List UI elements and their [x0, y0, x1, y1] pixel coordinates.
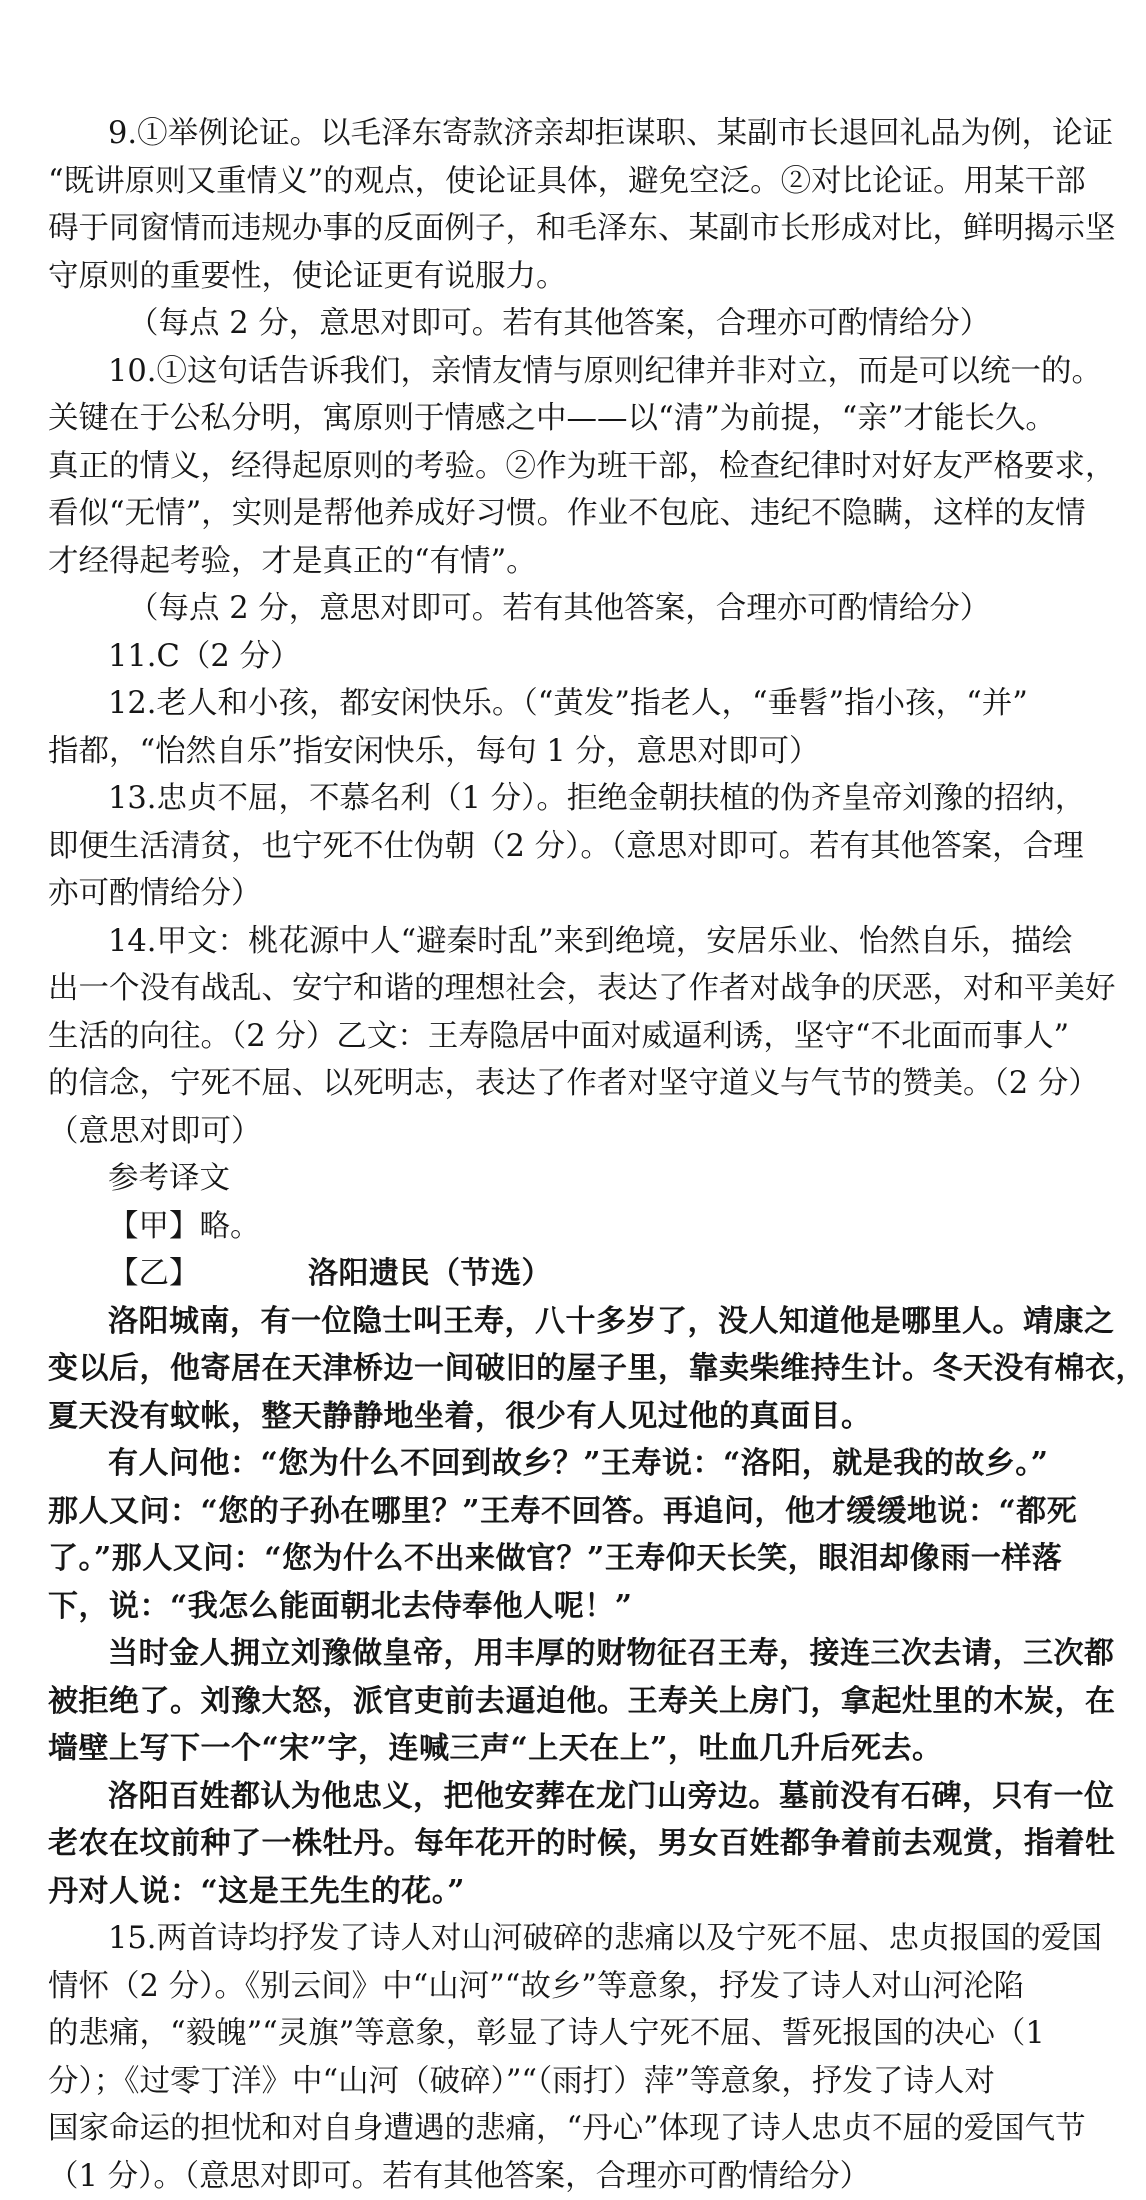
answer-13-line-1: 13.忠贞不屈，不慕名利（1 分）。拒绝金朝扶植的伪齐皇帝刘豫的招纳， — [48, 775, 1032, 823]
translation-para-2-line-4: 下，说：“我怎么能面朝北去侍奉他人呢！” — [48, 1583, 1032, 1631]
translation-para-3-line-1: 当时金人拥立刘豫做皇帝，用丰厚的财物征召王寿，接连三次去请，三次都 — [48, 1630, 1032, 1678]
answer-14-line-1: 14.甲文：桃花源中人“避秦时乱”来到绝境，安居乐业、怡然自乐，描绘 — [48, 918, 1032, 966]
translation-para-4-line-1: 洛阳百姓都认为他忠义，把他安葬在龙门山旁边。墓前没有石碑，只有一位 — [48, 1773, 1032, 1821]
answer-14-line-2: 出一个没有战乱、安宁和谐的理想社会，表达了作者对战争的厌恶，对和平美好 — [48, 965, 1032, 1013]
answer-15-line-2: 情怀（2 分）。《别云间》中“山河”“故乡”等意象，抒发了诗人对山河沦陷 — [48, 1963, 1032, 2011]
translation-para-2-line-3: 了。”那人又问：“您为什么不出来做官？”王寿仰天长笑，眼泪却像雨一样落 — [48, 1535, 1032, 1583]
answer-10-line-4: 看似“无情”，实则是帮他养成好习惯。作业不包庇、违纪不隐瞒，这样的友情 — [48, 490, 1032, 538]
answer-11: 11.C（2 分） — [48, 633, 1032, 681]
answer-9-line-1: 9.①举例论证。以毛泽东寄款济亲却拒谋职、某副市长退回礼品为例，论证 — [48, 110, 1032, 158]
translation-para-2-line-2: 那人又问：“您的子孙在哪里？”王寿不回答。再追问，他才缓缓地说：“都死 — [48, 1488, 1032, 1536]
answer-15-line-6: （1 分）。（意思对即可。若有其他答案，合理亦可酌情给分） — [48, 2153, 1032, 2200]
answer-13-line-3: 亦可酌情给分） — [48, 870, 1032, 918]
translation-heading: 参考译文 — [48, 1155, 1032, 1203]
translation-para-3-line-2: 被拒绝了。刘豫大怒，派官吏前去逼迫他。王寿关上房门，拿起灶里的木炭，在 — [48, 1678, 1032, 1726]
translation-para-4-line-3: 丹对人说：“这是王先生的花。” — [48, 1868, 1032, 1916]
answer-15-line-3: 的悲痛，“毅魄”“灵旗”等意象，彰显了诗人宁死不屈、誓死报国的决心（1 — [48, 2010, 1032, 2058]
translation-title: 洛阳遗民（节选） — [308, 1256, 552, 1291]
answer-14-line-5: （意思对即可） — [48, 1108, 1032, 1156]
scoring-note-10: （每点 2 分，意思对即可。若有其他答案，合理亦可酌情给分） — [48, 585, 1032, 633]
answer-10-line-2: 关键在于公私分明，寓原则于情感之中——以“清”为前提，“亲”才能长久。 — [48, 395, 1032, 443]
answer-14-line-3: 生活的向往。（2 分）乙文：王寿隐居中面对威逼利诱，坚守“不北面而事人” — [48, 1013, 1032, 1061]
answer-9-line-4: 守原则的重要性，使论证更有说服力。 — [48, 253, 1032, 301]
answer-15-line-5: 国家命运的担忧和对自身遭遇的悲痛，“丹心”体现了诗人忠贞不屈的爱国气节 — [48, 2105, 1032, 2153]
translation-para-1-line-1: 洛阳城南，有一位隐士叫王寿，八十多岁了，没人知道他是哪里人。靖康之 — [48, 1298, 1032, 1346]
translation-para-1-line-3: 夏天没有蚊帐，整天静静地坐着，很少有人见过他的真面目。 — [48, 1393, 1032, 1441]
answer-10-line-3: 真正的情义，经得起原则的考验。②作为班干部，检查纪律时对好友严格要求， — [48, 443, 1032, 491]
answer-9-line-3: 碍于同窗情而违规办事的反面例子，和毛泽东、某副市长形成对比，鲜明揭示坚 — [48, 205, 1032, 253]
answer-10-line-1: 10.①这句话告诉我们，亲情友情与原则纪律并非对立，而是可以统一的。 — [48, 348, 1032, 396]
translation-jia: 【甲】略。 — [48, 1203, 1032, 1251]
answer-13-line-2: 即便生活清贫，也宁死不仕伪朝（2 分）。（意思对即可。若有其他答案，合理 — [48, 823, 1032, 871]
answer-15-line-4: 分）；《过零丁洋》中“山河（破碎）”“（雨打）萍”等意象，抒发了诗人对 — [48, 2058, 1032, 2106]
translation-para-3-line-3: 墙壁上写下一个“宋”字，连喊三声“上天在上”，吐血几升后死去。 — [48, 1725, 1032, 1773]
answer-9-line-2: “既讲原则又重情义”的观点，使论证具体，避免空泛。②对比论证。用某干部 — [48, 158, 1032, 206]
translation-yi-header — [48, 1250, 1032, 1298]
translation-yi-label: 【乙】 — [108, 1250, 308, 1298]
answer-14-line-4: 的信念，宁死不屈、以死明志，表达了作者对坚守道义与气节的赞美。（2 分） — [48, 1060, 1032, 1108]
answer-10-line-5: 才经得起考验，才是真正的“有情”。 — [48, 538, 1032, 586]
translation-para-4-line-2: 老农在坟前种了一株牡丹。每年花开的时候，男女百姓都争着前去观赏，指着牡 — [48, 1820, 1032, 1868]
answer-12-line-2: 指都，“怡然自乐”指安闲快乐，每句 1 分，意思对即可） — [48, 728, 1032, 776]
translation-para-2-line-1: 有人问他：“您为什么不回到故乡？”王寿说：“洛阳，就是我的故乡。” — [48, 1440, 1032, 1488]
scoring-note-9: （每点 2 分，意思对即可。若有其他答案，合理亦可酌情给分） — [48, 300, 1032, 348]
answer-15-line-1: 15.两首诗均抒发了诗人对山河破碎的悲痛以及宁死不屈、忠贞报国的爱国 — [48, 1915, 1032, 1963]
answer-12-line-1: 12.老人和小孩，都安闲快乐。（“黄发”指老人，“垂髫”指小孩，“并” — [48, 680, 1032, 728]
translation-para-1-line-2: 变以后，他寄居在天津桥边一间破旧的屋子里，靠卖柴维持生计。冬天没有棉衣， — [48, 1345, 1032, 1393]
